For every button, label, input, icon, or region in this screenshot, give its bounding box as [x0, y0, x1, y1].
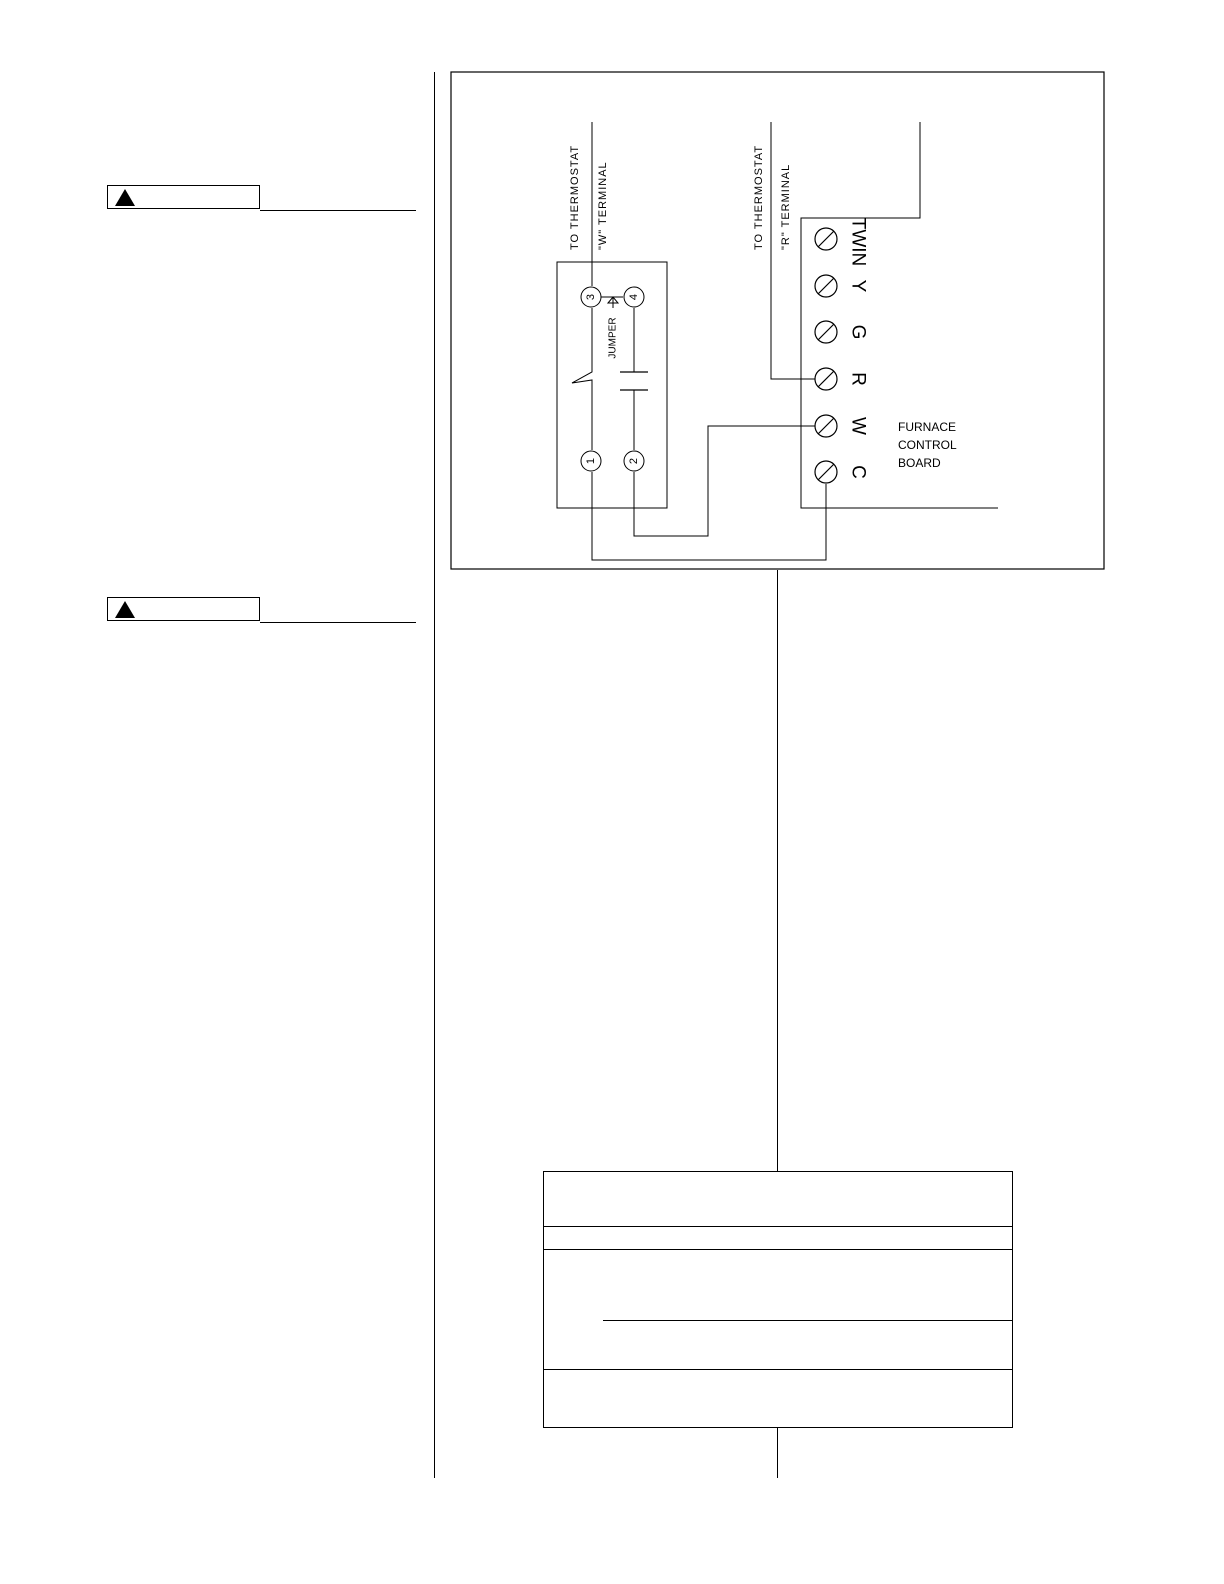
terminal-twin-label: TWIN [847, 217, 869, 267]
svg-text:4: 4 [628, 293, 640, 301]
relay-pin-2 [624, 451, 644, 471]
terminal-c-screw-icon [815, 461, 837, 483]
terminal-y-label: Y [847, 279, 869, 293]
terminal-w-label: W [847, 417, 869, 435]
board-label-line1: FURNACE [898, 420, 957, 434]
thermostat-r-label-line1: TO THERMOSTAT [753, 144, 765, 250]
terminal-r-label: R [847, 372, 869, 386]
relay-pin-3 [581, 287, 601, 307]
terminal-g-label: G [847, 324, 869, 340]
relay-pin-4 [624, 287, 644, 307]
terminal-y-screw-icon [815, 275, 837, 297]
relay-pin-1 [581, 451, 601, 471]
board-label-line3: BOARD [898, 456, 941, 470]
info-table-rule-3 [603, 1320, 1012, 1321]
thermostat-w-label-line2: "W" TERMINAL [597, 161, 609, 250]
thermostat-w-label-line1: TO THERMOSTAT [569, 144, 581, 250]
wire-to-c-terminal [592, 472, 826, 560]
info-table-rule-1 [544, 1226, 1012, 1227]
svg-text:1: 1 [585, 457, 597, 465]
terminal-g-screw-icon [815, 321, 837, 343]
svg-text:3: 3 [585, 293, 597, 301]
diagram-frame [451, 72, 1104, 569]
relay-coil [572, 308, 592, 450]
terminal-c-label: C [847, 465, 869, 479]
thermostat-r-label-line2: "R" TERMINAL [780, 163, 792, 250]
terminal-r-screw-icon [815, 368, 837, 390]
terminal-w-screw-icon [815, 415, 837, 437]
svg-text:2: 2 [628, 457, 640, 465]
wire-to-w-terminal [634, 426, 816, 536]
board-label-line2: CONTROL [898, 438, 957, 452]
terminal-twin-screw-icon [815, 228, 837, 250]
info-table-rule-2 [544, 1249, 1012, 1250]
jumper-label: JUMPER [607, 317, 619, 359]
info-table-rule-4 [544, 1369, 1012, 1370]
wire-thermostat-r [771, 122, 816, 379]
info-table [543, 1171, 1013, 1428]
